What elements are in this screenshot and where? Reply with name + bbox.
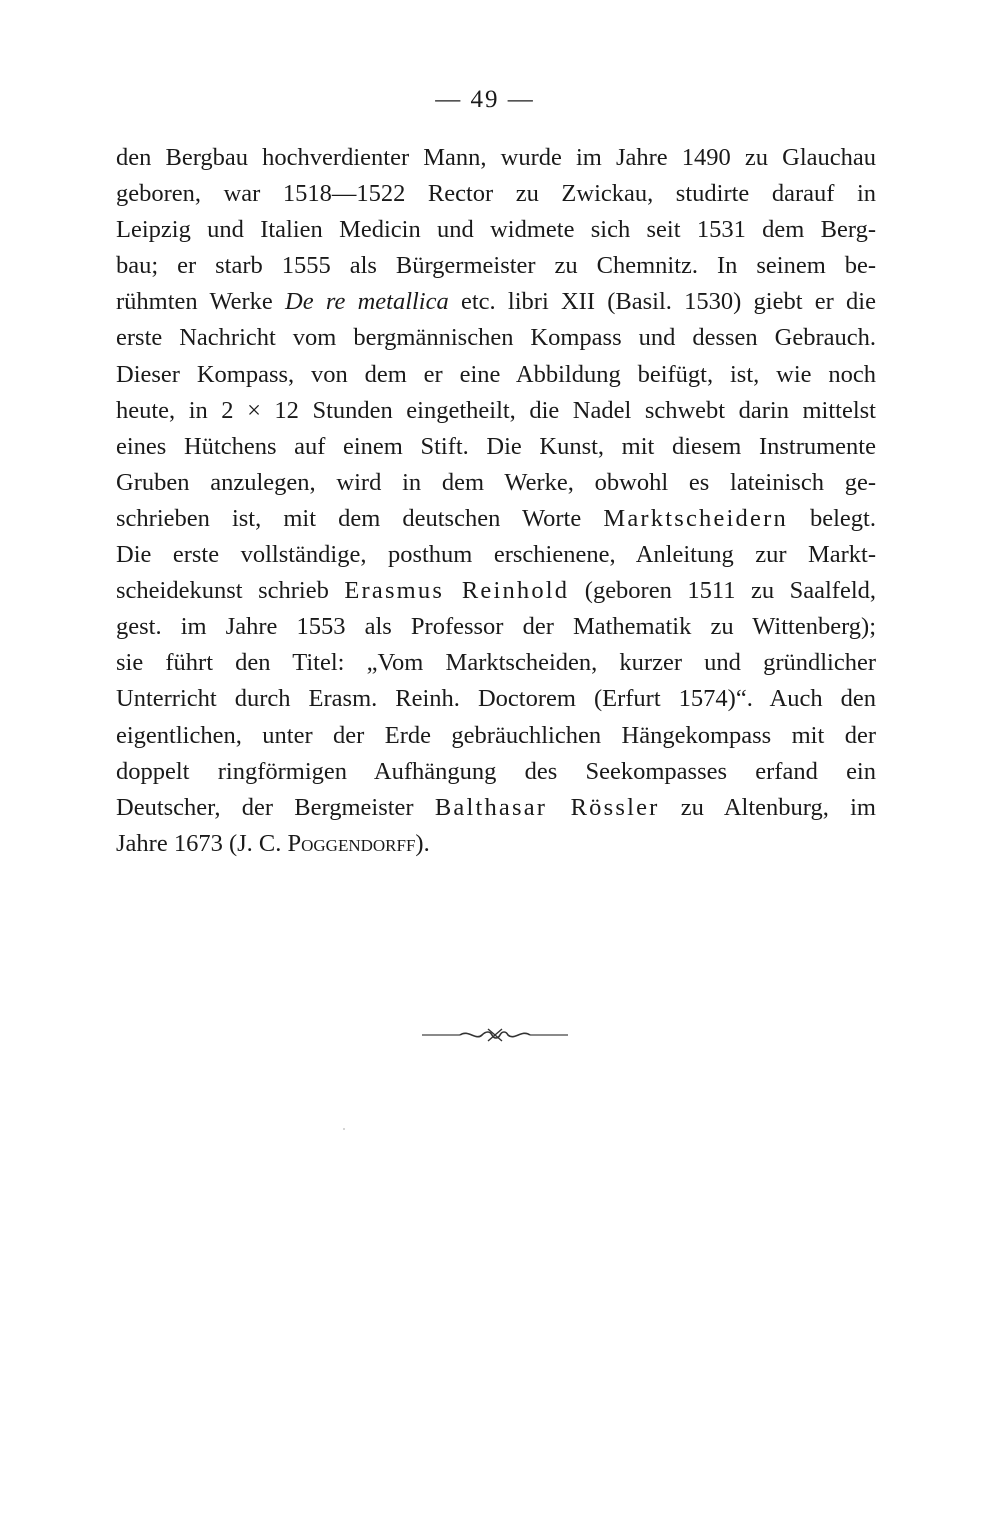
text-line: Deutscher, der Bergmeister Balthasar Rössler zu Altenburg, im	[116, 793, 876, 821]
spaced-name: Erasmus Reinhold	[344, 577, 570, 605]
text-line: rühmten Werke De re metallica etc. libri XII (Basil. 1530) giebt er die	[116, 288, 876, 316]
text-line: sie führt den Titel: „Vom Marktscheiden, kurzer und gründlicher	[116, 649, 876, 677]
text-line: Gruben anzulegen, wird in dem Werke, obwohl es lateinisch ge-	[116, 468, 876, 496]
spaced-name: Balthasar Rössler	[434, 793, 660, 821]
text-line: schrieben ist, mit dem deutschen Worte Marktscheidern belegt.	[116, 504, 876, 532]
spaced-term: Marktscheidern	[603, 504, 788, 532]
text-line: Unterricht durch Erasm. Reinh. Doctorem (Erfurt 1574)“. Auch den	[116, 685, 876, 713]
text-line: doppelt ringförmigen Aufhängung des Seekompasses erfand ein	[116, 757, 876, 785]
text-line: gest. im Jahre 1553 als Professor der Mathematik zu Wittenberg);	[116, 613, 876, 641]
text-line: Leipzig und Italien Medicin und widmete sich seit 1531 dem Berg-	[116, 216, 876, 244]
text-line: Jahre 1673 (J. C. Poggendorff).	[116, 829, 430, 857]
body-paragraph	[116, 140, 876, 862]
book-title: De re metallica	[285, 288, 449, 316]
text-line: bau; er starb 1555 als Bürgermeister zu Chemnitz. In seinem be-	[116, 252, 876, 280]
text-line: den Bergbau hochverdienter Mann, wurde im Jahre 1490 zu Glauchau	[116, 144, 876, 171]
author-name-smallcaps: Poggendorff	[287, 829, 416, 857]
page-number: — 49 —	[435, 86, 535, 113]
text-line: scheidekunst schrieb Erasmus Reinhold (geboren 1511 zu Saalfeld,	[116, 577, 876, 605]
ornament-divider-icon	[420, 1023, 570, 1047]
text-line: Dieser Kompass, von dem er eine Abbildung beifügt, ist, wie noch	[116, 360, 876, 388]
text-line: geboren, war 1518—1522 Rector zu Zwickau, studirte darauf in	[116, 180, 876, 208]
text-line: erste Nachricht vom bergmännischen Kompass und dessen Gebrauch.	[116, 324, 876, 352]
text-line: eines Hütchens auf einem Stift. Die Kunst, mit diesem Instrumente	[116, 432, 876, 460]
paper-speck	[343, 1128, 345, 1130]
text-line: Die erste vollständige, posthum erschienene, Anleitung zur Markt-	[116, 541, 876, 569]
text-line: heute, in 2 × 12 Stunden eingetheilt, die Nadel schwebt darin mittelst	[116, 396, 876, 424]
text-line: eigentlichen, unter der Erde gebräuchlichen Hängekompass mit der	[116, 721, 876, 749]
